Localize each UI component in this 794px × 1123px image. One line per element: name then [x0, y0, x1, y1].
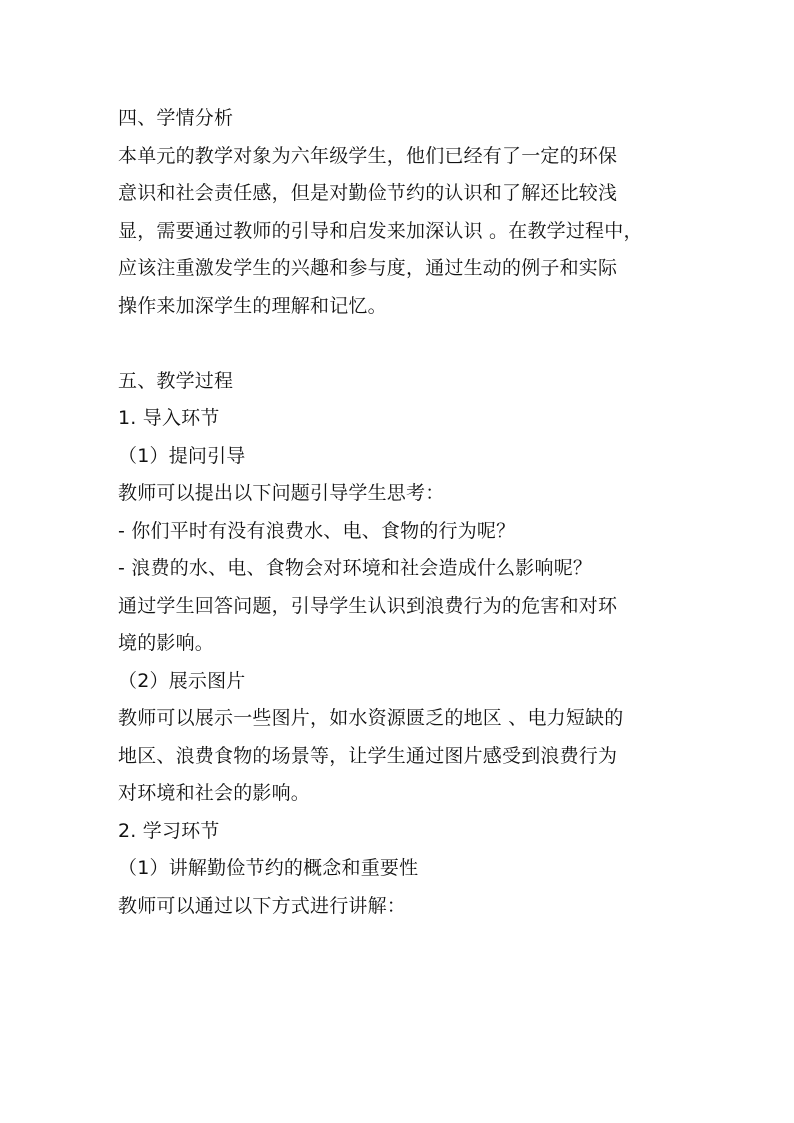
question-item: - 浪费的水、电、食物会对环境和社会造成什么影响呢？	[118, 557, 593, 579]
step-title-2: 2. 学习环节	[118, 819, 220, 842]
section-heading-4: 四、学情分析	[118, 107, 234, 129]
paragraph-line: 对环境和社会的影响。	[118, 782, 311, 804]
step-title-1: 1. 导入环节	[118, 407, 220, 429]
paragraph-line: 境的影响。	[118, 632, 215, 654]
paragraph-line: 教师可以提出以下问题引导学生思考：	[118, 482, 445, 504]
subsection-title: （1）提问引导	[118, 444, 246, 467]
document-body	[118, 100, 678, 925]
section-heading-5: 五、教学过程	[118, 369, 234, 392]
subsection-title: （2）展示图片	[118, 669, 246, 692]
paragraph-line: 意识和社会责任感，但是对勤俭节约的认识和了解还比较浅	[118, 182, 618, 204]
blank-line	[118, 325, 678, 363]
paragraph-line: 应该注重激发学生的兴趣和参与度，通过生动的例子和实际	[118, 257, 618, 279]
paragraph-line: 操作来加深学生的理解和记忆。	[118, 294, 387, 317]
subsection-title: （1）讲解勤俭节约的概念和重要性	[118, 857, 419, 879]
question-item: - 你们平时有没有浪费水、电、食物的行为呢？	[118, 519, 516, 542]
paragraph-line: 通过学生回答问题，引导学生认识到浪费行为的危害和对环	[118, 594, 618, 617]
paragraph-line: 显，需要通过教师的引导和启发来加深认识 。在教学过程中，	[118, 219, 643, 242]
paragraph-line: 教师可以展示一些图片，如水资源匮乏的地区 、电力短缺的	[118, 707, 624, 729]
paragraph-line: 本单元的教学对象为六年级学生，他们已经有了一定的环保	[118, 144, 618, 167]
paragraph-line: 地区、浪费食物的场景等，让学生通过图片感受到浪费行为	[118, 744, 618, 767]
paragraph-line: 教师可以通过以下方式进行讲解：	[118, 894, 407, 917]
